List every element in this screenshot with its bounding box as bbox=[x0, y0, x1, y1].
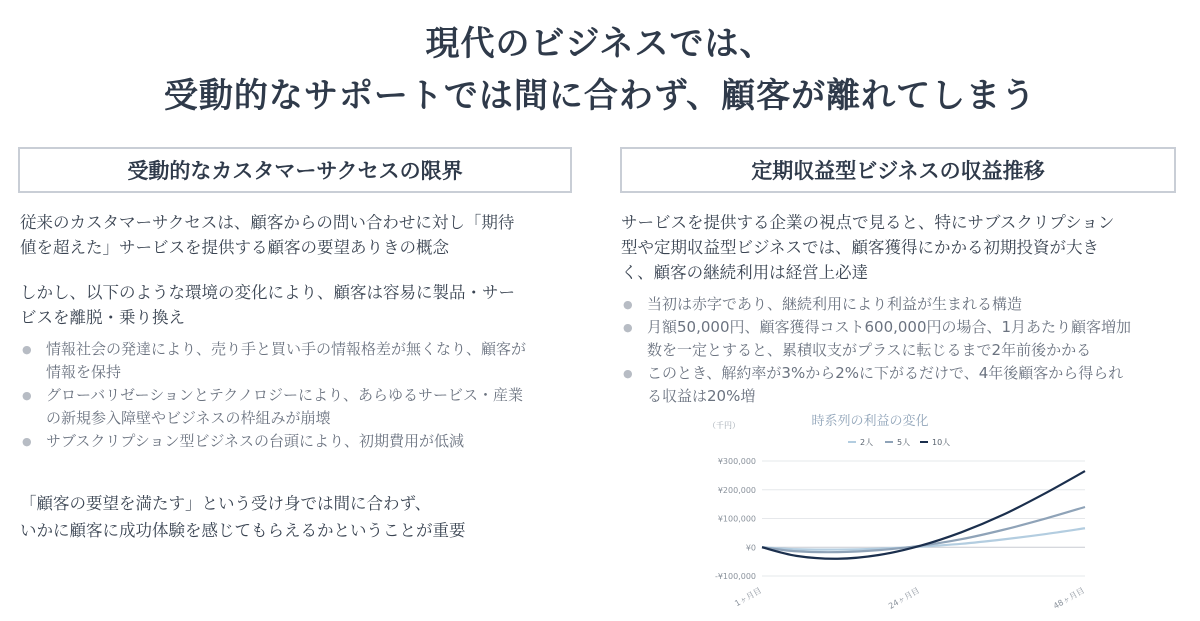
list-item: ● 月額50,000円、顧客獲得コスト600,000円の場合、1月あたり顧客増加 数を一定とすると、累積収支がプラスに転じるまで2年前後かかる bbox=[621, 316, 1181, 362]
right-section-heading: 定期収益型ビジネスの収益推移 bbox=[620, 147, 1176, 193]
title-line-1: 現代のビジネスでは、 bbox=[425, 24, 775, 64]
title-line-2: 受動的なサポートでは間に合わず、顧客が離れてしまう bbox=[163, 76, 1037, 116]
left-section-heading: 受動的なカスタマーサクセスの限界 bbox=[18, 147, 572, 193]
x-tick-label: 24ヶ月目 bbox=[886, 585, 922, 611]
legend-label: 5人 bbox=[897, 438, 911, 447]
chart-x-ticks bbox=[733, 586, 1086, 611]
x-tick-label: 48ヶ月目 bbox=[1051, 585, 1086, 611]
left-conclusion: 「顧客の要望を満たす」という受け身では間に合わず、 いかに顧客に成功体験を感じてもらえるかということが重要 bbox=[20, 494, 466, 540]
x-tick-label: 1ヶ月目 bbox=[733, 585, 763, 609]
left-change-paragraph: しかし、以下のような環境の変化により、顧客は容易に製品・サー ビスを離脱・乗り換え bbox=[20, 283, 515, 327]
y-tick-label: ¥0 bbox=[745, 543, 756, 553]
legend-label: 2人 bbox=[860, 438, 874, 447]
profit-chart bbox=[700, 408, 1100, 621]
series-line bbox=[762, 471, 1085, 559]
page-title bbox=[0, 18, 1200, 122]
y-tick-label: -¥100,000 bbox=[714, 572, 756, 581]
list-item: ● グローバリゼーションとテクノロジーにより、あらゆるサービス・産業 の新規参入障壁やビジネスの枠組みが崩壊 bbox=[20, 384, 580, 430]
chart-grid bbox=[762, 461, 1085, 576]
left-intro-paragraph: 従来のカスタマーサクセスは、顧客からの問い合わせに対し「期待 値を超えた」サービスを提供する顧客の要望ありきの概念 bbox=[20, 213, 515, 257]
right-intro-paragraph: サービスを提供する企業の視点で見ると、特にサブスクリプション 型や定期収益型ビジネスでは、顧客獲得にかかる初期投資が大き く、顧客の継続利用は経営上必達 bbox=[621, 213, 1115, 282]
chart-unit-label: （千円） bbox=[708, 421, 740, 430]
chart-y-ticks bbox=[715, 457, 756, 581]
legend-label: 10人 bbox=[932, 438, 951, 447]
y-tick-label: ¥100,000 bbox=[717, 514, 756, 524]
right-bullet-list bbox=[621, 293, 1181, 408]
left-column bbox=[20, 210, 580, 453]
y-tick-label: ¥200,000 bbox=[717, 485, 756, 495]
list-item: ● サブスクリプション型ビジネスの台頭により、初期費用が低減 bbox=[20, 430, 580, 453]
chart-title: 時系列の利益の変化 bbox=[811, 414, 929, 429]
list-item: ● 情報社会の発達により、売り手と買い手の情報格差が無くなり、顧客が 情報を保持 bbox=[20, 338, 580, 384]
y-tick-label: ¥300,000 bbox=[717, 457, 756, 466]
list-item: ● 当初は赤字であり、継続利用により利益が生まれる構造 bbox=[621, 293, 1181, 316]
right-column bbox=[621, 210, 1181, 408]
chart-legend bbox=[848, 437, 950, 447]
left-bullet-list bbox=[20, 338, 580, 453]
list-item: ● このとき、解約率が3%から2%に下がるだけで、4年後顧客から得られ る収益は20%増 bbox=[621, 362, 1181, 408]
chart-series bbox=[762, 471, 1085, 559]
